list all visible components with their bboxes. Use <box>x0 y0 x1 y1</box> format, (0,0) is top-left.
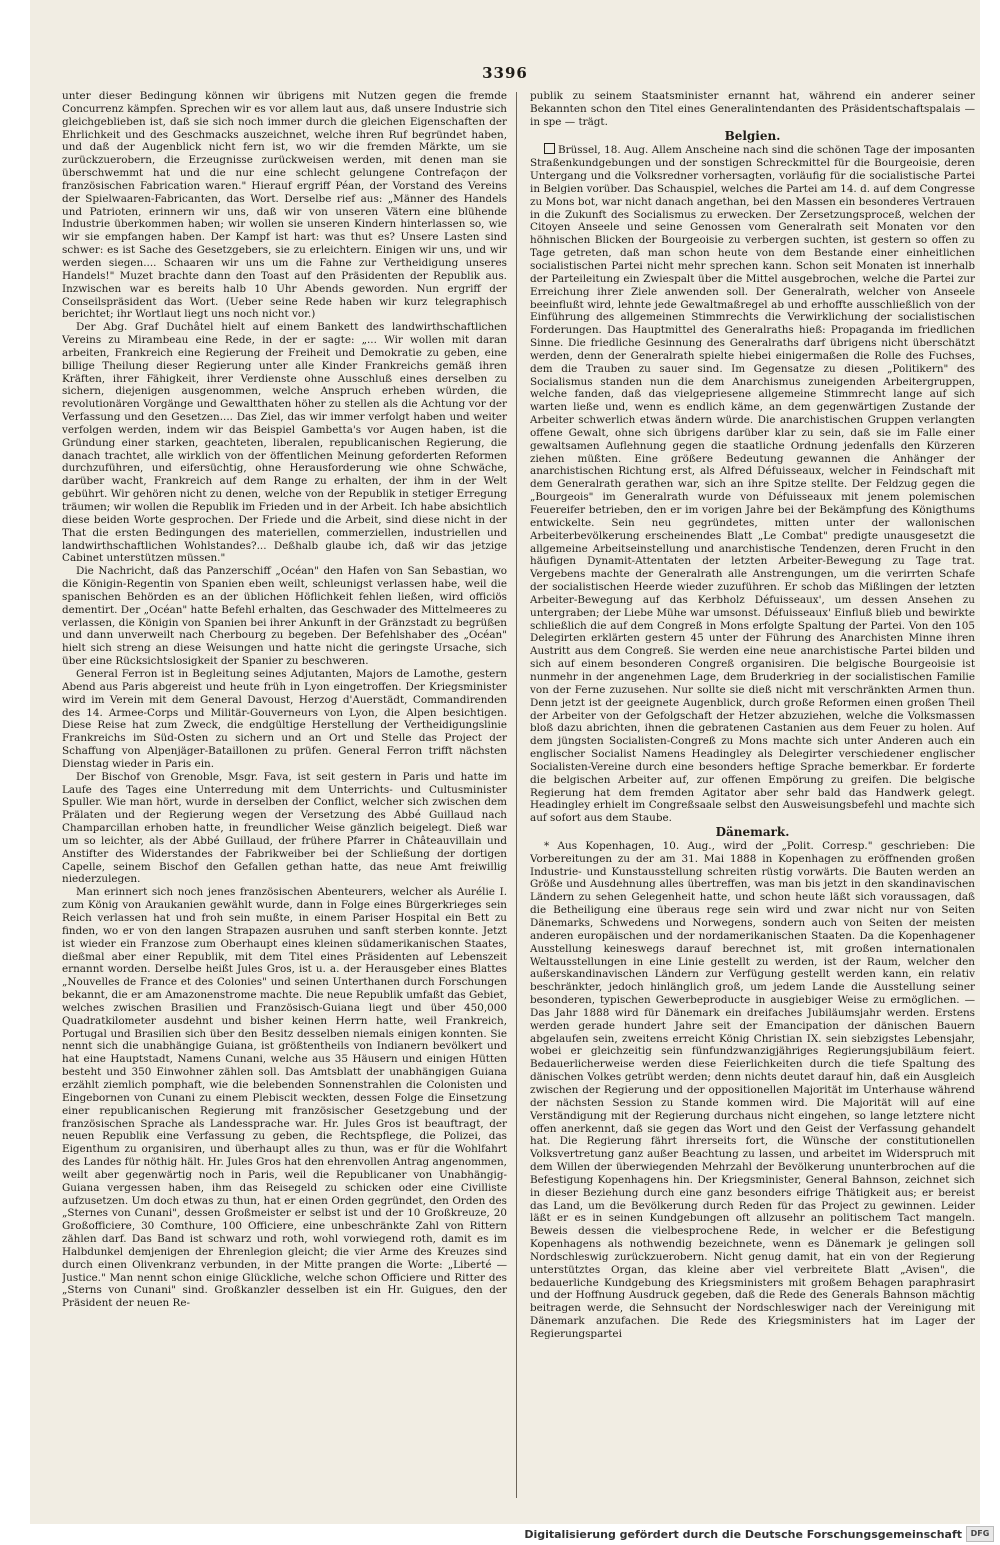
funding-note: Digitalisierung gefördert durch die Deutsche Forschungsgemeinschaft <box>524 1528 962 1541</box>
article-paragraph: General Ferron ist in Begleitung seines Adjutanten, Majors de Lamothe, gestern Abend aus Paris abgereist und heute früh in Lyon eingetroffen. Der Kriegsminister wird im Verein mit dem General Davoust, Herzog d'Auerstädt, Commandirenden des 14. Armee-Corps und Militär-Gouverneurs von Lyon, die Alpen besichtigen. Diese Reise hat zum Zweck, die endgültige Herstellung der Vertheidigungslinie Frankreichs im Süd-Osten zu sichern und an Ort und Stelle das Project der Schaffung von Alpenjäger-Bataillonen zu prüfen. General Ferron trifft nächsten Dienstag wieder in Paris ein. <box>62 667 507 770</box>
article-paragraph <box>530 143 975 825</box>
column-divider <box>516 92 517 1498</box>
article-paragraph: unter dieser Bedingung können wir übrigens mit Nutzen gegen die fremde Concurrenz kämpfen. Sprechen wir es vor allem laut aus, daß unsere Industrie sich gleichgeblieben ist, daß sie sich noch immer durch die gleichen Eigenschaften der Ehrlichkeit und des Geschmacks auszeichnet, welche ihren Ruf begründet haben, und daß der Augenblick nicht fern ist, wo wir die fremden Märkte, um sie zurückzuerobern, die Erzeugnisse zurückweisen werden, mit denen man sie überschwemmt hat und die nur eine schlecht gelungene Contrefaçon der französischen Fabrication waren." Hierauf ergriff Péan, der Vorstand des Vereins der Spielwaaren-Fabricanten, das Wort. Derselbe rief aus: „Männer des Handels und Patrioten, erinnern wir uns, daß wir von unseren Vätern eine blühende Industrie überkommen haben; wir wollen sie unseren Kindern hinterlassen so, wie wir sie empfangen haben. Der Kampf ist hart: was thut es? Unsere Lasten sind schwer: es ist Sache des Gesetzgebers, sie zu erleichtern. Einigen wir uns, und wir werden siegen.... Schaaren wir uns um die Fahne zur Vertheidigung unseres Handels!" Muzet brachte dann den Toast auf den Präsidenten der Republik aus. Inzwischen war es bereits halb 10 Uhr Abends geworden. Nun ergriff der Conseilspräsident das Wort. (Ueber seine Rede haben wir kurz telegraphisch berichtet; ihr Wortlaut liegt uns noch nicht vor.) <box>62 90 507 321</box>
article-paragraph: Der Abg. Graf Duchâtel hielt auf einem Bankett des landwirthschaftlichen Vereins zu Mirambeau eine Rede, in der er sagte: „... Wir wollen mit daran arbeiten, Frankreich eine Regierung der Freiheit und Demokratie zu geben, eine billige Theilung dieser Regierung unter alle Kinder Frankreichs gemäß ihren Kräften, ihrer Fähigkeit, ihrer Verdienste ohne Ausschluß eines derselben zu sichern, diejenigen ausgenommen, welche Anspruch erheben würden, die revolutionären Vorgänge und Gewaltthaten höher zu stellen als die Achtung vor der Verfassung und den Gesetzen.... Das Ziel, das wir immer verfolgt haben und weiter verfolgen werden, indem wir das Beispiel Gambetta's vor Augen haben, ist die Gründung einer starken, geachteten, liberalen, republicanischen Regierung, die danach trachtet, alle wirklich von der öffentlichen Meinung geforderten Reformen durchzuführen, und eifersüchtig, ohne Herausforderung wie ohne Schwäche, darüber wacht, Frankreich auf dem Range zu erhalten, der ihm in der Welt gebührt. Wir gehören nicht zu denen, welche von der Republik in stetiger Erregung träumen; wir wollen die Republik im Frieden und in der Arbeit. Ich habe absichtlich diese beiden Worte gesprochen. Der Friede und die Arbeit, sind diese nicht in der That die ersten Bedingungen des materiellen, commerziellen, industriellen und landwirthschaftlichen Wohlstandes?... Deßhalb glaube ich, daß wir das jetzige Cabinet unterstützen müssen." <box>62 321 507 565</box>
article-text: Brüssel, 18. Aug. Allem Anscheine nach sind die schönen Tage der imposanten Straßenkundgebungen und der sonstigen Schreckmittel für die Bourgeoisie, deren Untergang und die Volksredner vorhersagten, vorläufig für die socialistische Partei in Belgien vorüber. Das Schauspiel, welches die Partei am 14. d. auf dem Congresse zu Mons bot, war nicht danach angethan, bei den Massen ein besonderes Vertrauen in die Zukunft des Socialismus zu erwecken. Der Zersetzungsproceß, welchen der Citoyen Anseele und seine Genossen vom Generalrath seit Monaten vor den höhnischen Blicken der Bourgeoisie zu verbergen suchten, ist gestern so offen zu Tage getreten, daß man schon heute von dem Bestande einer einheitlichen socialistischen Partei nicht mehr sprechen kann. Schon seit Monaten ist innerhalb der Parteileitung ein Zwiespalt über die Mittel ausgebrochen, welche die Partei zur Erreichung ihrer Ziele anwenden soll. Der Generalrath, welcher von Anseele beeinflußt wird, lehnte jede Gewaltmaßregel ab und erhoffte ausschließlich von der Einführung des allgemeinen Stimmrechts die Verwirklichung der socialistischen Forderungen. Das Hauptmittel des Generalraths hieß: Propaganda im friedlichen Sinne. Die friedliche Gesinnung des Generalraths darf übrigens nicht überschätzt werden, denn der Generalrath spielte hiebei einigermaßen die Rolle des Fuchses, dem die Trauben zu sauer sind. Im Gegensatze zu diesen „Politikern" des Socialismus standen nun die dem Anarchismus zuneigenden Arbeitergruppen, welche fanden, daß das vielgepriesene allgemeine Stimmrecht lange auf sich warten ließe und, wenn es endlich käme, an dem gegenwärtigen Zustande der Arbeiter schwerlich etwas ändern würde. Die anarchistischen Gruppen verlangten offene Gewalt, ohne sich übrigens darüber klar zu sein, daß sie im Falle einer gewaltsamen Auflehnung gegen die staatliche Ordnung jedenfalls den Kürzeren ziehen müßten. Eine größere Bedeutung gewannen die Anhänger der anarchistischen Richtung erst, als Alfred Défuisseaux, welcher in Feindschaft mit dem Generalrath gerathen war, sich an ihre Spitze stellte. Der Feldzug gegen die „Bourgeois" im Generalrath wurde von Défuisseaux mit jenem polemischen Feuereifer betrieben, den er im vorigen Jahre bei der Bekämpfung des Königthums entwickelte. Sein neu gegründetes, mitten unter der wallonischen Arbeiterbevölkerung erscheinendes Blatt „Le Combat" predigte unausgesetzt die allgemeine Arbeitseinstellung und anarchistische Tendenzen, deren Frucht in den häufigen Dynamit-Attentaten der letzten Arbeiter-Bewegung zu Tage trat. Vergebens machte der Generalrath alle Anstrengungen, um die verirrten Schafe der socialistischen Heerde wieder zuzuführen. Er schob das Mißlingen der letzten Arbeiter-Bewegung auf das Kerbholz Défuisseaux', um dessen Ansehen zu untergraben; der Liebe Mühe war umsonst. Défuisseaux' Einfluß blieb und bewirkte schließlich die auf dem Congreß in Mons erfolgte Spaltung der Partei. Von den 105 Delegirten erklärten gestern 45 unter der Führung des Anarchisten Minne ihren Austritt aus dem Congreß. Sie werden eine neue anarchistische Partei bilden und sich auf einem besonderen Congreß organisiren. Die belgische Bourgeoisie ist nunmehr in der angenehmen Lage, dem Bruderkrieg in der socialistischen Familie von der Ferne zuzusehen. Nur sollte sie dieß nicht mit verschränkten Armen thun. Denn jetzt ist der geeignete Augenblick, durch große Reformen einen großen Theil der Arbeiter von der Gefolgschaft der Hetzer abzuziehen, welche die Volksmassen bloß dazu abrichten, ihnen die gebratenen Castanien aus dem Feuer zu holen. Auf dem jüngsten Socialisten-Congreß zu Mons machte sich unter Anderen auch ein englischer Socialist Namens Headingley als Delegirter verschiedener englischer Socialisten-Vereine durch eine besonders heftige Sprache bemerkbar. Er forderte die belgischen Arbeiter auf, zur offenen Empörung zu greifen. Die belgische Regierung hat dem fremden Agitator aber sehr bald das Handwerk gelegt. Headingley erhielt im Congreßsaale selbst den Ausweisungsbefehl und machte sich auf sofort aus dem Staube. <box>530 144 975 825</box>
article-paragraph: Man erinnert sich noch jenes französischen Abenteurers, welcher als Aurélie I. zum König von Araukanien gewählt wurde, dann in Folge eines Bürgerkrieges sein Reich verlassen hat und froh sein mußte, in einem Pariser Hospital ein Bett zu finden, wo er von den langen Strapazen ausruhen und sanft sterben konnte. Jetzt ist wieder ein Franzose zum Oberhaupt eines kleinen südamerikanischen Staates, dießmal aber einer Republik, mit dem Titel eines Präsidenten auf Lebenszeit ernannt worden. Derselbe heißt Jules Gros, ist u. a. der Herausgeber eines Blattes „Nouvelles de France et des Colonies" und seinen Unterthanen durch Forschungen bekannt, die er am Amazonenstrome machte. Die neue Republik umfaßt das Gebiet, welches zwischen Brasilien und Französisch-Guiana liegt und über 450,000 Quadratkilometer ausdehnt und bisher keinen Herrn hatte, weil Frankreich, Portugal und Brasilien sich über den Besitz desselben niemals einigen konnten. Sie nennt sich die unabhängige Guiana, ist größtentheils von Indianern bevölkert und hat eine Hauptstadt, Namens Cunani, welche aus 35 Häusern und einigen Hütten besteht und 350 Einwohner zählen soll. Das Amtsblatt der unabhängigen Guiana erzählt ziemlich pomphaft, wie die belebenden Sonnenstrahlen die Colonisten und Eingebornen von Cunani zu einem Plebiscit weckten, dessen Folge die Einsetzung einer republicanischen Regierung mit französischer Gesetzgebung und der französischen Sprache als Landessprache war. Hr. Jules Gros ist beauftragt, der neuen Republik eine Verfassung zu geben, die Rechtspflege, die Polizei, das Eigenthum zu organisiren, und überhaupt alles zu thun, was er für die Wohlfahrt des Landes für nöthig hält. Hr. Jules Gros hat den ehrenvollen Antrag angenommen, weilt aber gegenwärtig noch in Paris, weil die Republicaner von Unabhängig-Guiana vergessen haben, ihm das Reisegeld zu schicken oder eine Civilliste aufzusetzen. Um doch etwas zu thun, hat er einen Orden gegründet, den Orden des „Sternes von Cunani", dessen Großmeister er selbst ist und der 10 Großkreuze, 20 Großofficiere, 30 Comthure, 100 Officiere, eine unbeschränkte Zahl von Rittern zählen darf. Das Band ist schwarz und roth, wohl vorwiegend roth, damit es im Halbdunkel demjenigen der Ehrenlegion gleicht; die vier Arme des Kreuzes sind durch einen Olivenkranz verbunden, in der Mitte prangen die Worte: „Liberté — Justice." Man nennt schon einige Glückliche, welche schon Officiere und Ritter des „Sterns von Cunani" sind. Großkanzler desselben ist ein Hr. Guigues, den der Präsident der neuen Re- <box>62 886 507 1310</box>
section-heading-belgien: Belgien. <box>724 128 781 143</box>
article-paragraph: Die Nachricht, daß das Panzerschiff „Océan" den Hafen von San Sebastian, wo die Königin-Regentin von Spanien eben weilt, schleunigst verlassen habe, weil die spanischen Behörden es an der üblichen Höflichkeit fehlen ließen, wird officiös dementirt. Der „Océan" hatte Befehl erhalten, das Geschwader des Mittelmeeres zu verlassen, die Königin von Spanien bei ihrer Ankunft in der Gränzstadt zu begrüßen und dann unverweilt nach Cherbourg zu begeben. Der Befehlshaber des „Océan" hielt sich streng an diese Weisungen und hatte nicht die geringste Ursache, sich über eine Rücksichtslosigkeit der Spanier zu beschweren. <box>62 565 507 668</box>
article-paragraph: publik zu seinem Staatsminister ernannt hat, während ein anderer seiner Bekannten schon den Titel eines Generalintendanten des Präsidentschaftspalais — in spe — trägt. <box>530 90 975 128</box>
square-marker-icon <box>544 143 555 154</box>
dfg-logo-icon: DFG <box>966 1526 994 1542</box>
left-column <box>62 90 507 1502</box>
right-column <box>530 90 975 1502</box>
section-heading-daenemark: Dänemark. <box>715 825 790 840</box>
newspaper-page <box>30 0 980 1545</box>
article-paragraph: * Aus Kopenhagen, 10. Aug., wird der „Polit. Corresp." geschrieben: Die Vorbereitungen zu der am 31. Mai 1888 in Kopenhagen zu eröffnenden großen Industrie- und Kunstausstellung schreiten rüstig vorwärts. Die Bauten werden an Größe und Ausdehnung alles übertreffen, was man bis jetzt in den skandinavischen Ländern zu sehen Gelegenheit hatte, und schon heute läßt sich voraussagen, daß die Betheiligung eine überaus rege sein wird und zwar nicht nur von Seiten Dänemarks, Schwedens und Norwegens, sondern auch von Seiten der meisten anderen europäischen und der nordamerikanischen Staaten. Da die Kopenhagener Ausstellung keineswegs darauf berechnet ist, mit großen internationalen Weltausstellungen in eine Linie gestellt zu werden, ist der Raum, welcher den außerskandinavischen Ländern zur Verfügung gestellt werden kann, ein relativ beschränkter, jedoch hinlänglich groß, um jedem Lande die Ausstellung seiner besonderen, typischen Gewerbeproducte in ausgiebiger Weise zu ermöglichen. — Das Jahr 1888 wird für Dänemark ein dreifaches Jubiläumsjahr werden. Erstens werden gerade hundert Jahre seit der Emancipation der dänischen Bauern abgelaufen sein, zweitens erreicht König Christian IX. sein siebzigstes Lebensjahr, wobei er gleichzeitig sein fünfundzwanzigjähriges Regierungsjubiläum feiert. Bedauerlicherweise werden diese Feierlichkeiten durch die tiefe Spaltung des dänischen Volkes getrübt werden; denn nichts deutet darauf hin, daß ein Ausgleich zwischen der Regierung und der oppositionellen Majorität im Unterhause während der nächsten Session zu Stande kommen wird. Die Majorität will auf eine Verständigung mit der Regierung durchaus nicht eingehen, so lange letztere nicht offen anerkennt, daß sie gegen das Wort und den Geist der Verfassung gehandelt hat. Die Regierung fährt ihrerseits fort, die Wünsche der constitutionellen Volksvertretung ganz außer Beachtung zu lassen, und arbeitet im Widerspruch mit dem Willen der überwiegenden Mehrzahl der Bevölkerung ununterbrochen auf die Befestigung Kopenhagens hin. Der Kriegsminister, General Bahnson, zeichnet sich in dieser Beziehung durch eine ganz besonders eifrige Thätigkeit aus; er bereist das Land, um die Bevölkerung durch Reden für das Project zu gewinnen. Leider läßt er es in seinen Kundgebungen oft allzusehr an politischem Tact mangeln. Beweis dessen die vielbesprochene Rede, in welcher er die Befestigung Kopenhagens als nothwendig bezeichnete, wenn es Dänemark je gelingen soll Nordschleswig zurückzuerobern. Nicht genug damit, hat ein von der Regierung unterstütztes Organ, das kleine aber viel verbreitete Blatt „Avisen", die bedauerliche Kundgebung des Kriegsministers mit großem Behagen paraphrasirt und der Hoffnung Ausdruck gegeben, daß die Rede des Generals Bahnson mächtig beitragen werde, die Sehnsucht der Nordschleswiger nach der Vereinigung mit Dänemark anzufachen. Die Rede des Kriegsministers hat im Lager der Regierungspartei <box>530 839 975 1340</box>
page-number: 3396 <box>482 64 528 82</box>
article-paragraph: Der Bischof von Grenoble, Msgr. Fava, ist seit gestern in Paris und hatte im Laufe des Tages eine Unterredung mit dem Unterrichts- und Cultusminister Spuller. Wie man hört, wurde in derselben der Conflict, welcher sich zwischen dem Prälaten und der Regierung wegen der Versetzung des Abbé Guillaud nach Champarcillan erhoben hatte, in freundlicher Weise gänzlich beigelegt. Dieß war um so leichter, als der Abbé Guillaud, der frühere Pfarrer in Châteauvillain und Anstifter des Widerstandes der Fabrikweiber bei der Schließung der dortigen Capelle, seinem Bischof den Gefallen gethan hatte, das neue Amt freiwillig niederzulegen. <box>62 770 507 886</box>
